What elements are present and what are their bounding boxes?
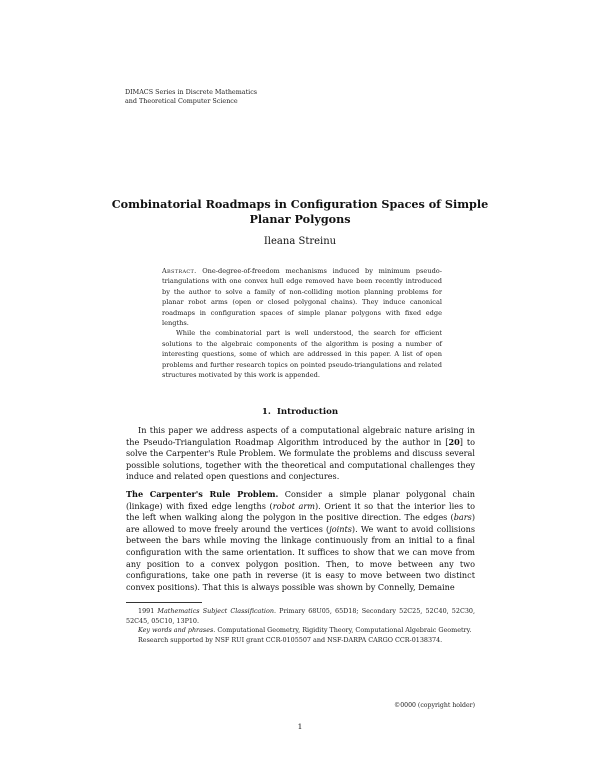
abstract-paragraph-1 bbox=[162, 266, 442, 328]
series-header bbox=[125, 88, 257, 106]
carpenter-text-1: Consider a simple planar polygonal chain (linkage) with fixed edge lengths ( bbox=[126, 489, 475, 511]
section-heading bbox=[110, 407, 490, 417]
section-number: 1. bbox=[261, 407, 271, 417]
copyright-notice: ©0000 (copyright holder) bbox=[394, 702, 475, 709]
paper-title: Combinatorial Roadmaps in Configuration Spaces of Simple Planar Polygons bbox=[111, 197, 489, 226]
footnotes bbox=[126, 607, 475, 645]
body-text bbox=[126, 425, 475, 593]
robot-arm-term: robot arm bbox=[272, 500, 315, 511]
author-name: Ileana Streinu bbox=[263, 236, 337, 247]
intro-text-b: ] to solve the Carpenter's Rule Problem. We formulate the problems and discuss several possible solutions, together with the theoretical and computational challenges they induce and related open questions and conjectures. bbox=[126, 436, 475, 482]
msc-label: Mathematics Subject Classification. bbox=[157, 607, 276, 615]
intro-text-a: In this paper we address aspects of a computational algebraic nature arising in the Pseudo-Triangulation Roadmap Algorithm introduced by the author in [ bbox=[126, 425, 475, 447]
keywords-label: Key words and phrases. bbox=[138, 626, 216, 635]
joints-term: joints bbox=[329, 523, 352, 534]
abstract-label: Abstract. bbox=[162, 267, 197, 275]
keywords-text: Computational Geometry, Rigidity Theory, Computational Algebraic Geometry. bbox=[217, 626, 472, 635]
citation-ref[interactable]: 20 bbox=[448, 436, 460, 447]
series-line-2: and Theoretical Computer Science bbox=[125, 97, 238, 105]
footnote-support: Research supported by NSF RUI grant CCR-0105507 and NSF-DARPA CARGO CCR-0138374. bbox=[138, 635, 443, 644]
carpenter-text-2: ). Orient it so that the interior lies to the left when walking along the polygon in the positive direction. The edges ( bbox=[126, 500, 475, 523]
abstract-paragraph-2: While the combinatorial part is well understood, the search for efficient solutions to the algebraic components of the algorithm is posing a number of interesting questions, some of which are addressed in this paper. A list of open problems and further research topics on pointed pseudo-triangulations and related structures motivated by this work is appended. bbox=[162, 329, 442, 380]
footnote-rule bbox=[126, 602, 202, 603]
msc-text: Primary 68U05, 65D18; Secondary 52C25, 52C40, 52C30, 52C45, 05C10, 13P10. bbox=[126, 607, 475, 625]
section-title: Introduction bbox=[276, 407, 339, 417]
carpenter-text-4: ). We want to avoid collisions between the bars while moving the linkage continuously from an initial to a final configuration with the same orientation. It suffices to show that we can move from any position to a convex polygon position. Then, to move between any two configurations, take one path in reverse (it is easy to move between two distinct convex positions). That this is always possible was shown by Connelly, Demaine bbox=[126, 523, 475, 592]
intro-paragraph bbox=[126, 425, 475, 483]
footnote-msc bbox=[126, 607, 475, 626]
abstract-text-1: One-degree-of-freedom mechanisms induced by minimum pseudo-triangulations with one convex hull edge removed have been recently introduced by the author to solve a family of non-colliding motion planning problems for planar robot arms (open or closed polygonal chains). They induce canonical roadmaps in configuration spaces of simple planar polygons with fixed edge lengths. bbox=[162, 267, 442, 328]
bars-term: bars bbox=[453, 512, 472, 523]
carpenter-text-3: ) are allowed to move freely around the vertices ( bbox=[126, 512, 475, 534]
footnote-keywords bbox=[126, 626, 475, 636]
series-line-1: DIMACS Series in Discrete Mathematics bbox=[125, 88, 258, 96]
msc-year: 1991 bbox=[138, 607, 155, 615]
carpenter-paragraph bbox=[126, 489, 475, 593]
abstract bbox=[162, 266, 442, 380]
page-number: 1 bbox=[297, 722, 303, 731]
carpenter-heading: The Carpenter's Rule Problem. bbox=[126, 489, 279, 500]
